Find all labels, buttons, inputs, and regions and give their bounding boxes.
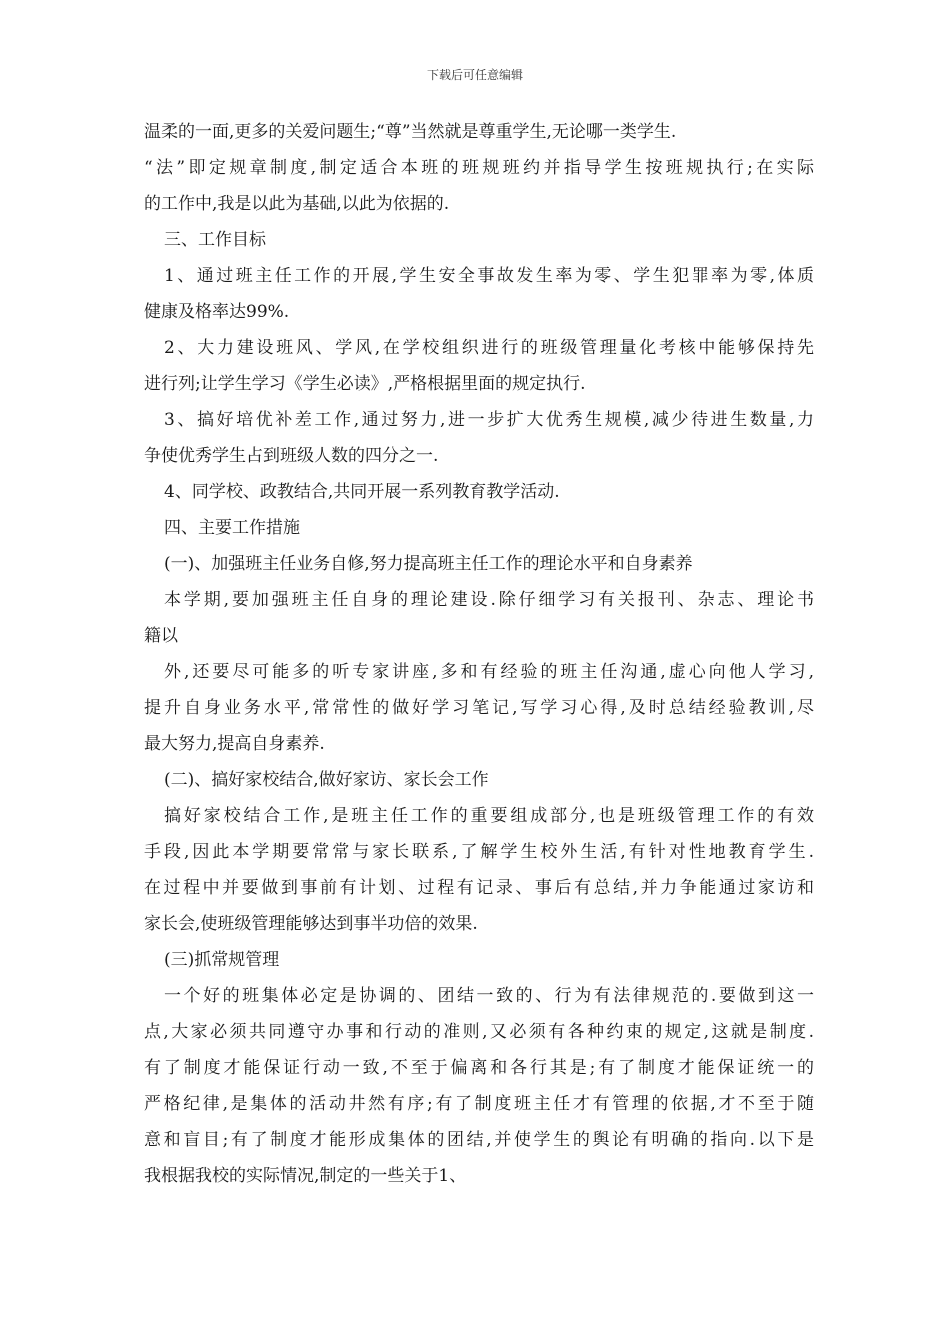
- text-line: 健康及格率达99%.: [144, 302, 290, 322]
- text-line: 本学期,要加强班主任自身的理论建设.除仔细学习有关报刊、杂志、理论书: [164, 590, 814, 610]
- text-line: 温柔的一面,更多的关爱问题生;“尊”当然就是尊重学生,无论哪一类学生.: [144, 122, 677, 142]
- text-line: 3、搞好培优补差工作,通过努力,进一步扩大优秀生规模,减少待进生数量,力: [164, 410, 814, 430]
- text-line: 籍以: [144, 626, 178, 646]
- text-line: 1、通过班主任工作的开展,学生安全事故发生率为零、学生犯罪率为零,体质: [164, 266, 814, 286]
- text-line: 三、工作目标: [164, 230, 266, 250]
- text-line: 严格纪律,是集体的活动井然有序;有了制度班主任才有管理的依据,才不至于随: [144, 1094, 814, 1114]
- text-line: (二)、搞好家校结合,做好家访、家长会工作: [164, 770, 489, 790]
- text-line: 的工作中,我是以此为基础,以此为依据的.: [144, 194, 450, 214]
- text-line: 4、同学校、政教结合,共同开展一系列教育教学活动.: [164, 482, 560, 502]
- text-line: 进行列;让学生学习《学生必读》,严格根据里面的规定执行.: [144, 374, 586, 394]
- text-line: 2、大力建设班风、学风,在学校组织进行的班级管理量化考核中能够保持先: [164, 338, 814, 358]
- text-line: 点,大家必须共同遵守办事和行动的准则,又必须有各种约束的规定,这就是制度.: [144, 1022, 814, 1042]
- text-line: 一个好的班集体必定是协调的、团结一致的、行为有法律规范的.要做到这一: [164, 986, 814, 1006]
- text-line: 争使优秀学生占到班级人数的四分之一.: [144, 446, 439, 466]
- page-header-note: 下载后可任意编辑: [426, 68, 523, 82]
- text-line: 四、主要工作措施: [164, 518, 300, 538]
- text-line: 最大努力,提高自身素养.: [144, 734, 325, 754]
- text-line: 我根据我校的实际情况,制定的一些关于1、: [144, 1166, 467, 1186]
- document-body: [144, 114, 814, 1194]
- text-line: “法”即定规章制度,制定适合本班的班规班约并指导学生按班规执行;在实际: [144, 158, 814, 178]
- text-line: 提升自身业务水平,常常性的做好学习笔记,写学习心得,及时总结经验教训,尽: [144, 698, 814, 718]
- text-line: (一)、加强班主任业务自修,努力提高班主任工作的理论水平和自身素养: [164, 554, 693, 574]
- text-line: 外,还要尽可能多的听专家讲座,多和有经验的班主任沟通,虚心向他人学习,: [164, 662, 814, 682]
- text-line: 意和盲目;有了制度才能形成集体的团结,并使学生的舆论有明确的指向.以下是: [144, 1130, 814, 1150]
- text-line: (三)抓常规管理: [164, 950, 280, 970]
- text-line: 有了制度才能保证行动一致,不至于偏离和各行其是;有了制度才能保证统一的: [144, 1058, 814, 1078]
- text-line: 搞好家校结合工作,是班主任工作的重要组成部分,也是班级管理工作的有效: [164, 806, 814, 826]
- text-line: 手段,因此本学期要常常与家长联系,了解学生校外生活,有针对性地教育学生.: [144, 842, 814, 862]
- text-line: 在过程中并要做到事前有计划、过程有记录、事后有总结,并力争能通过家访和: [144, 878, 814, 898]
- text-line: 家长会,使班级管理能够达到事半功倍的效果.: [144, 914, 478, 934]
